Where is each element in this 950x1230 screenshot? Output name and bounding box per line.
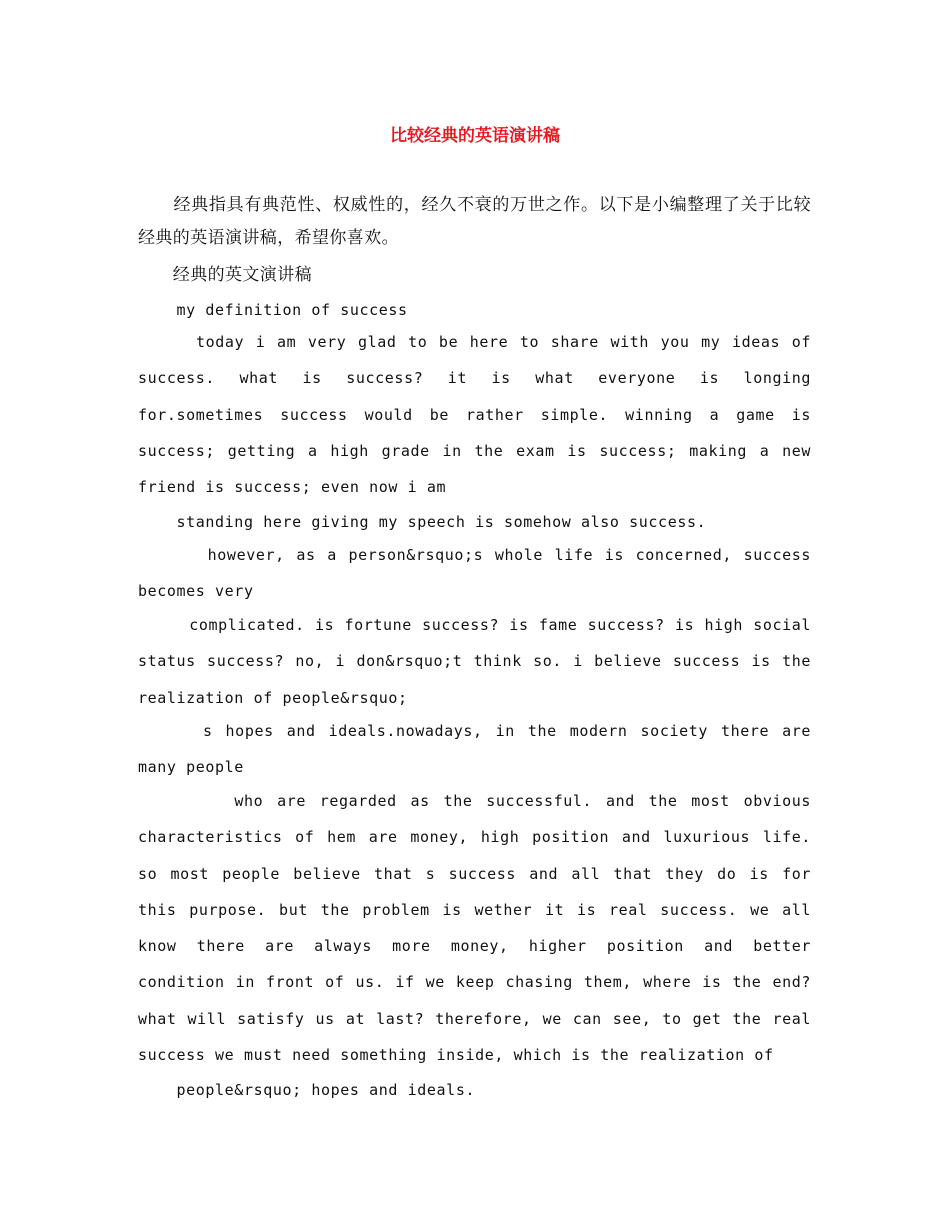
speech-paragraph: standing here giving my speech is somehow also success.: [138, 513, 707, 531]
speech-title: my definition of success: [138, 301, 408, 319]
speech-paragraph: today i am very glad to be here to share with you my ideas of success. what is success? it is what everyone is longing for.sometimes success would be rather simple. winning a game is success; getting a high grade in the exam is success; making a new friend is success; even now i am: [138, 333, 821, 497]
speech-paragraph: s hopes and ideals.nowadays, in the modern society there are many people: [138, 722, 821, 777]
speech-heading: 经典的英文演讲稿: [138, 265, 312, 285]
document-title: 比较经典的英语演讲稿: [390, 126, 560, 146]
speech-paragraph: people&rsquo; hopes and ideals.: [138, 1081, 476, 1099]
speech-paragraph: complicated. is fortune success? is fame success? is high social status success? no, i don&rsquo;t think so. i believe success is the realization of people&rsquo;: [138, 616, 821, 707]
speech-paragraph: who are regarded as the successful. and the most obvious characteristics of hem are money, high position and luxurious life. so most people believe that s success and all that they do is for this purpose. but the problem is wether it is real success. we all know there are always more money, higher position and better condition in front of us. if we keep chasing them, where is the end? what will satisfy us at last? therefore, we can see, to get the real success we must need something inside, which is the realization of: [138, 792, 821, 1065]
intro-paragraph: 经典指具有典范性、权威性的，经久不衰的万世之作。以下是小编整理了关于比较经典的英语演讲稿，希望你喜欢。: [138, 195, 811, 248]
speech-paragraph: however, as a person&rsquo;s whole life is concerned, success becomes very: [138, 546, 821, 601]
